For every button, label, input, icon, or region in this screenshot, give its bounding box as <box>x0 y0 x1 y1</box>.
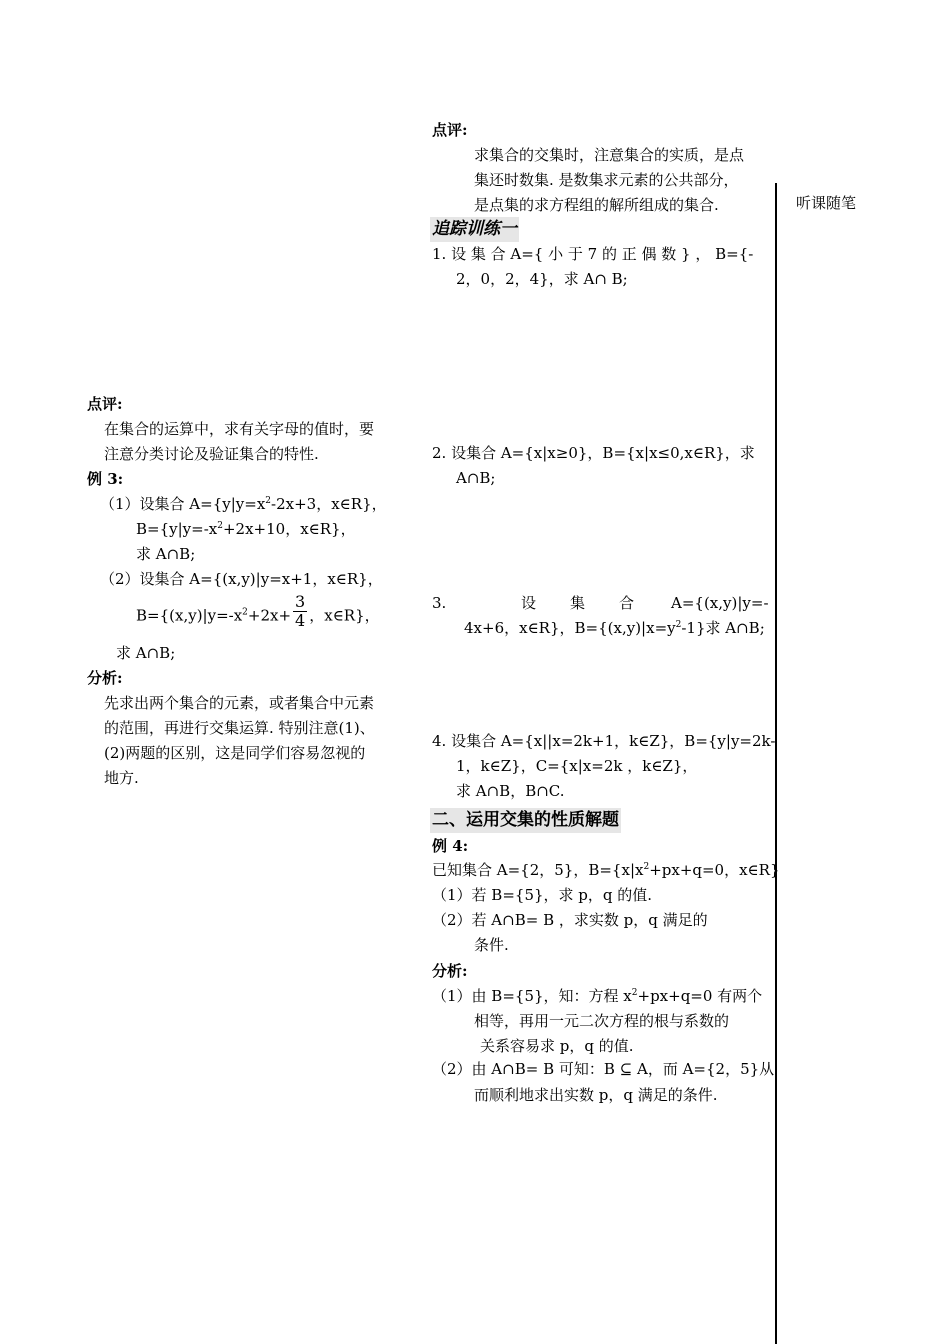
practice-question-3-num: 3. <box>432 594 447 612</box>
practice-question-3: 4x+6，x∈R}，$B=\{(x,y)|x=y^2-1\}$求 A∩B; <box>464 619 765 637</box>
practice-question-2: 2. 设集合 A={x|x≥0}，B={x|x≤0,x∈R}，求 <box>432 444 755 462</box>
right-comment-line: 求集合的交集时，注意集合的实质，是点 <box>474 146 745 164</box>
practice-question-3-word: 设 <box>521 594 537 612</box>
example4-line: （2）若 A∩B= B ，求实数 p，q 满足的 <box>432 911 708 929</box>
fraction: $\frac{3}{4}$ <box>295 592 306 630</box>
example3-part2-line: $B=\{(x,y)|y=-x^2+2x+$ $\frac{3}{4}$ ，x∈R}， <box>136 592 380 630</box>
left-analysis-line: (2)两题的区别，这是同学们容易忽视的 <box>104 744 366 762</box>
example3-part2-line: 求 A∩B; <box>116 644 176 662</box>
right-analysis-line: 相等，再用一元二次方程的根与系数的 <box>474 1012 730 1030</box>
left-comment-label: 点评: <box>87 395 123 413</box>
right-comment-line: 是点集的求方程组的解所组成的集合. <box>474 196 719 214</box>
practice-question-3-word: 集 <box>570 594 586 612</box>
practice-question-4: 1，k∈Z}，C={x|x=2k ，k∈Z}， <box>456 757 698 775</box>
left-analysis-label: 分析: <box>87 669 123 687</box>
example4-line: （1）若 B={5}，求 p，q 的值. <box>432 886 653 904</box>
margin-divider-line <box>775 183 777 1344</box>
side-label: 听课随笔 <box>796 194 857 212</box>
right-comment-label: 点评: <box>432 121 468 139</box>
right-analysis-label: 分析: <box>432 962 468 980</box>
practice-question-3-word: A={(x,y)|y=- <box>671 594 769 612</box>
practice-question-3-word: 合 <box>619 594 635 612</box>
example3-part1-line: （1）设集合 $A=\{y|y=x^2-2x+3$，x∈R}， <box>100 495 387 513</box>
practice-question-1: 1. 设 集 合 A={ 小 于 7 的 正 偶 数 } ， B={- <box>432 245 754 263</box>
example3-part1-line: 求 A∩B; <box>136 545 196 563</box>
left-analysis-line: 先求出两个集合的元素，或者集合中元素 <box>104 694 375 712</box>
practice-section-title: 追踪训练一 <box>430 217 519 242</box>
example4-label: 例 4: <box>432 837 469 855</box>
right-comment-line: 集还时数集. 是数集求元素的公共部分， <box>474 171 739 189</box>
practice-question-1: 2，0，2，4}，求 A∩ B; <box>456 270 628 288</box>
right-analysis-line: 而顺利地求出实数 p，q 满足的条件. <box>474 1086 718 1104</box>
left-analysis-line: 地方. <box>104 769 139 787</box>
example4-line: 已知集合 A={2，5}，$B=\{x|x^2+px+q=0$，x∈R} <box>432 861 780 879</box>
example4-line: 条件. <box>474 936 509 954</box>
practice-question-4: 求 A∩B，B∩C. <box>456 782 565 800</box>
right-analysis-line: （1）由 B={5}，知：方程 $x^2+px+q=0$ 有两个 <box>432 987 763 1005</box>
right-analysis-line: （2）由 A∩B= B 可知：B ⊆ A，而 A={2，5}从 <box>432 1060 775 1078</box>
left-comment-line: 注意分类讨论及验证集合的特性. <box>104 445 319 463</box>
left-comment-line: 在集合的运算中，求有关字母的值时，要 <box>104 420 375 438</box>
practice-question-2: A∩B; <box>456 469 496 487</box>
example3-label: 例 3: <box>87 470 124 488</box>
example3-part2-line: （2）设集合 A={(x,y)|y=x+1，x∈R}， <box>100 570 383 588</box>
left-analysis-line: 的范围，再进行交集运算. 特别注意(1)、 <box>104 719 375 737</box>
example3-part1-line: $B=\{y|y=-x^2+2x+10$，x∈R}， <box>136 520 356 538</box>
section2-title: 二、运用交集的性质解题 <box>430 808 621 833</box>
practice-question-4: 4. 设集合 A={x||x=2k+1，k∈Z}，B={y|y=2k- <box>432 732 776 750</box>
right-analysis-line: 关系容易求 p，q 的值. <box>480 1037 634 1055</box>
